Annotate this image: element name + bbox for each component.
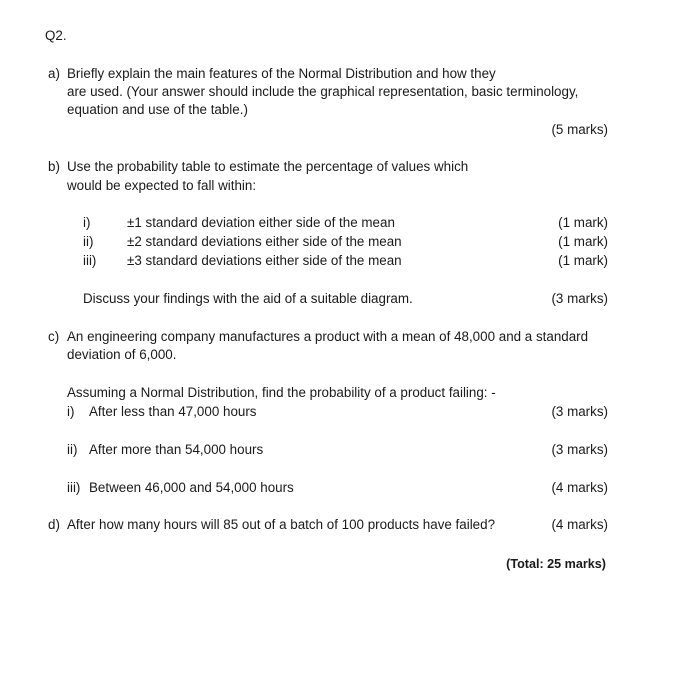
part-b-discuss-marks: (3 marks) <box>551 291 608 306</box>
part-b-line-2: would be expected to fall within: <box>67 178 257 193</box>
part-c-label: c) <box>48 329 60 344</box>
part-b-item-3-text: ±3 standard deviations either side of the mean <box>127 253 402 268</box>
part-b-item-1-num: i) <box>83 215 91 230</box>
part-c-item-3-text: Between 46,000 and 54,000 hours <box>89 480 294 495</box>
part-a-marks: (5 marks) <box>551 122 608 137</box>
part-b-item-3-marks: (1 mark) <box>558 253 608 268</box>
part-b-line-1: Use the probability table to estimate the percentage of values which <box>67 159 469 174</box>
part-d-text: After how many hours will 85 out of a batch of 100 products have failed? <box>67 517 496 532</box>
part-a-label: a) <box>48 66 60 81</box>
part-a-line-3: equation and use of the table.) <box>67 102 248 117</box>
part-c-item-1-marks: (3 marks) <box>551 404 608 419</box>
part-c-item-2-num: ii) <box>67 442 78 457</box>
total-marks: (Total: 25 marks) <box>506 557 606 571</box>
part-b-item-2-num: ii) <box>83 234 94 249</box>
part-c-item-1-num: i) <box>67 404 75 419</box>
part-c-line-2: deviation of 6,000. <box>67 347 177 362</box>
part-c-item-2-marks: (3 marks) <box>551 442 608 457</box>
part-d-label: d) <box>48 517 60 532</box>
part-d-marks: (4 marks) <box>551 517 608 532</box>
part-c-line-1: An engineering company manufactures a product with a mean of 48,000 and a standard <box>67 329 589 344</box>
part-c-assume: Assuming a Normal Distribution, find the probability of a product failing: - <box>67 385 496 400</box>
part-b-item-1-marks: (1 mark) <box>558 215 608 230</box>
part-c-item-3-marks: (4 marks) <box>551 480 608 495</box>
part-b-label: b) <box>48 159 60 174</box>
part-b-item-2-marks: (1 mark) <box>558 234 608 249</box>
question-number: Q2. <box>45 28 67 43</box>
part-b-item-1-text: ±1 standard deviation either side of the mean <box>127 215 395 230</box>
part-c-item-1-text: After less than 47,000 hours <box>89 404 257 419</box>
part-a-line-2: are used. (Your answer should include the graphical representation, basic terminology, <box>67 84 579 99</box>
part-c-item-2-text: After more than 54,000 hours <box>89 442 264 457</box>
part-b-discuss: Discuss your findings with the aid of a suitable diagram. <box>83 291 413 306</box>
part-a-line-1: Briefly explain the main features of the Normal Distribution and how they <box>67 66 496 81</box>
part-c-item-3-num: iii) <box>67 480 81 495</box>
part-b-item-3-num: iii) <box>83 253 97 268</box>
part-b-item-2-text: ±2 standard deviations either side of the mean <box>127 234 402 249</box>
